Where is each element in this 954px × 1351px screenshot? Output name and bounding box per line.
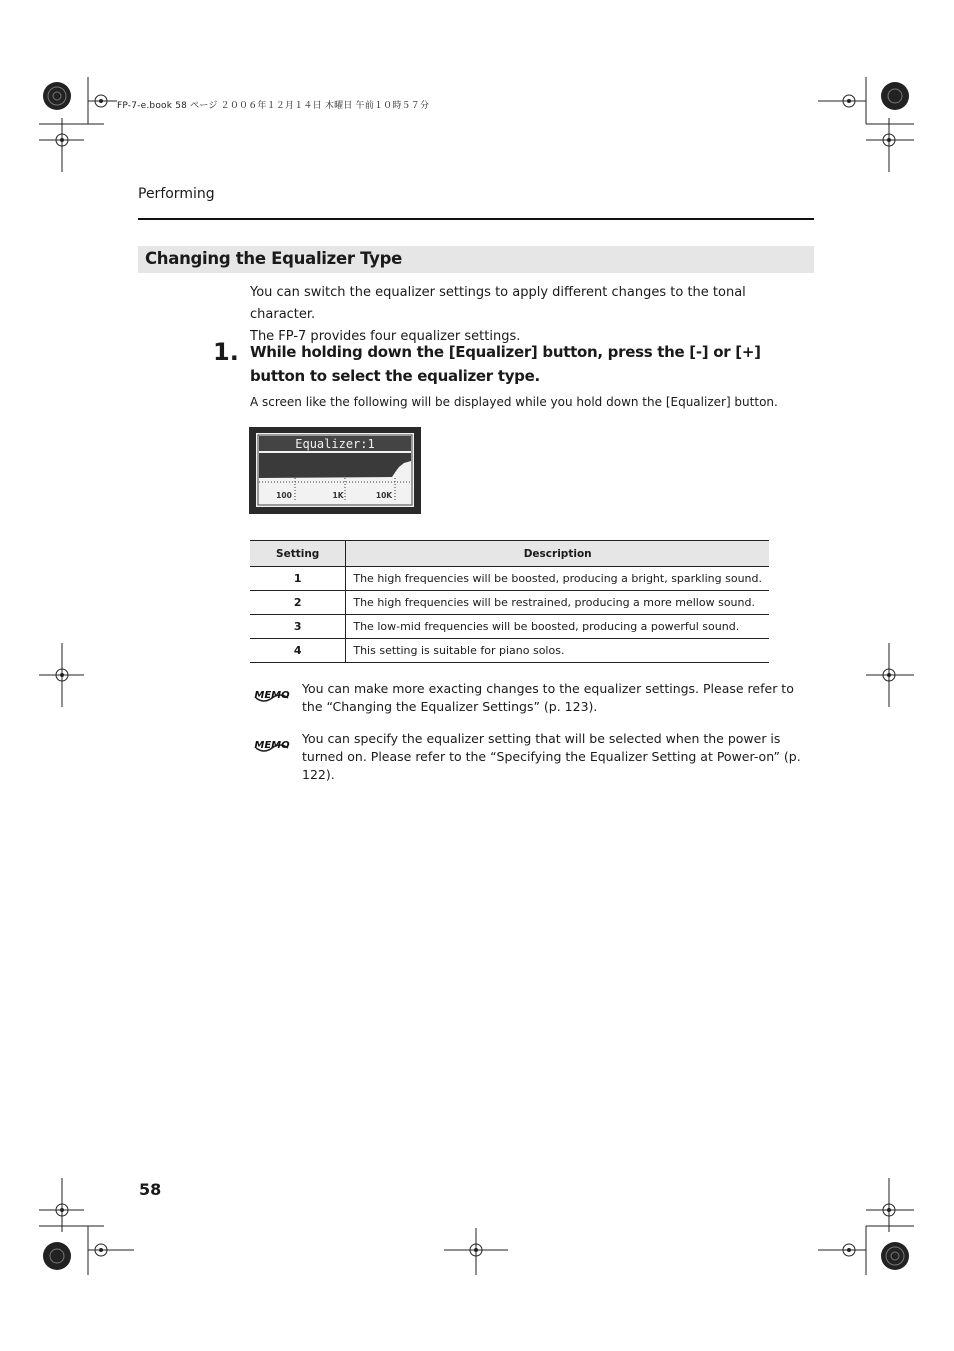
setting-cell: 3 [250,615,346,639]
equalizer-settings-table [250,540,769,663]
print-header: FP-7-e.book 58 ページ ２００６年１２月１４日 木曜日 午前１０時５７分 [117,101,430,111]
description-cell: The high frequencies will be restrained, producing a more mellow sound. [346,591,769,615]
setting-cell: 1 [250,567,346,591]
step-number: 1. [213,338,239,366]
description-cell: The low-mid frequencies will be boosted, producing a powerful sound. [346,615,769,639]
step-instruction: While holding down the [Equalizer] button, press the [-] or [+] button to select the equalizer type. [250,343,761,385]
table-header-row [250,541,769,567]
table-header-cell: Description [346,541,769,567]
memo-text: You can specify the equalizer setting that will be selected when the power is turned on. Please refer to the “Specifying the Equalizer Setting at Power-on” (p. 122). [302,731,801,782]
table-row [250,567,769,591]
lcd-freq-label: 10K [375,491,393,500]
memo-icon [254,734,290,756]
step-note: A screen like the following will be displayed while you hold down the [Equalizer] button. [250,395,778,409]
table-row [250,615,769,639]
lcd-freq-label: 1K [332,491,344,500]
intro-line: The FP-7 provides four equalizer settings. [250,329,521,344]
intro-text [250,282,810,348]
header-rule [138,218,814,220]
running-head: Performing [138,186,215,202]
section-heading-bar [138,246,814,273]
memo-icon [254,684,290,706]
memo-icon-label: MEMO [254,690,290,701]
description-cell: The high frequencies will be boosted, producing a bright, sparkling sound. [346,567,769,591]
memo-text: You can make more exacting changes to the equalizer settings. Please refer to the “Changing the Equalizer Settings” (p. 123). [302,681,794,714]
table-header-cell: Setting [250,541,346,567]
lcd-freq-label: 100 [276,491,292,500]
description-cell: This setting is suitable for piano solos. [346,639,769,663]
section-title: Changing the Equalizer Type [145,249,402,268]
lcd-display [249,427,421,514]
table-row [250,639,769,663]
table-row [250,591,769,615]
intro-line: You can switch the equalizer settings to apply different changes to the tonal character. [250,285,746,322]
setting-cell: 2 [250,591,346,615]
setting-cell: 4 [250,639,346,663]
memo-icon-label: MEMO [254,740,290,751]
lcd-title: Equalizer:1 [295,437,375,451]
page-number: 58 [139,1180,162,1199]
lcd-screen [249,427,421,514]
